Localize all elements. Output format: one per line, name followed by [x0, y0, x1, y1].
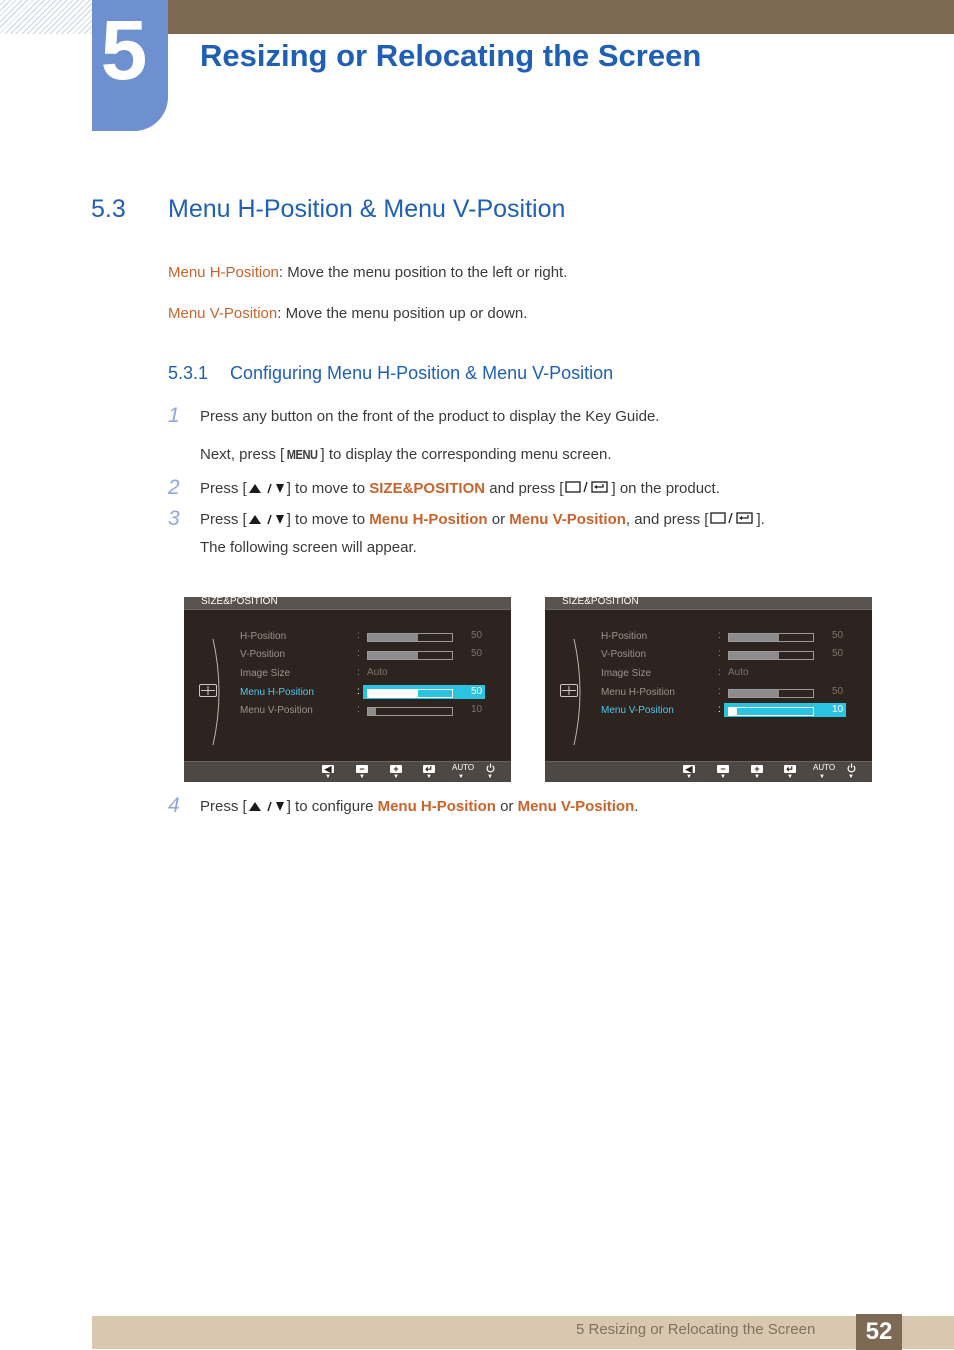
page-number: 52 — [856, 1314, 902, 1350]
step-number: 3 — [168, 507, 180, 530]
power-icon[interactable] — [847, 763, 856, 773]
osd-row-value: 50 — [471, 686, 483, 697]
osd-slider-fill — [729, 652, 779, 659]
subsection-number: 5.3.1 — [168, 363, 209, 383]
osd-row-selected[interactable] — [184, 687, 511, 701]
step-target: Menu H-Position — [377, 798, 496, 815]
down-pointer-icon: ▼ — [426, 774, 432, 780]
definition-text: : Move the menu position to the left or right. — [278, 264, 568, 281]
down-pointer-icon: ▼ — [487, 774, 493, 780]
down-pointer-icon: ▼ — [720, 774, 726, 780]
osd-row-label: V-Position — [601, 649, 647, 660]
footer-bar — [92, 1316, 954, 1349]
osd-row-colon: : — [357, 686, 360, 697]
osd-row-label: H-Position — [601, 631, 648, 642]
step-text: Press any button on the front of the product to display the Key Guide. — [200, 408, 660, 425]
osd-slider-fill — [729, 708, 737, 715]
down-pointer-icon: ▼ — [393, 774, 399, 780]
osd-row-slider[interactable] — [367, 633, 453, 642]
osd-header-title: SIZE&POSITION — [201, 597, 278, 607]
text-fragment: Press [ — [200, 511, 247, 528]
osd-row-label: Image Size — [240, 668, 291, 679]
subsection-title: Configuring Menu H-Position & Menu V-Position — [230, 363, 614, 383]
osd-row[interactable] — [184, 668, 511, 682]
minus-key-icon[interactable]: − — [356, 765, 368, 773]
menu-key-label: MENU — [286, 447, 318, 462]
left-key-icon[interactable]: ◀ — [322, 765, 334, 773]
down-pointer-icon: ▼ — [325, 774, 331, 780]
header-hatch — [0, 0, 92, 34]
enter-key-icon[interactable]: ↵ — [423, 765, 435, 773]
osd-row-value: 50 — [832, 648, 844, 659]
osd-row-slider[interactable] — [367, 707, 453, 716]
osd-row-label: V-Position — [240, 649, 286, 660]
osd-slider-fill — [368, 690, 418, 697]
step-target: Menu V-Position — [509, 511, 626, 528]
step-target: SIZE&POSITION — [369, 480, 486, 497]
down-pointer-icon: ▼ — [787, 774, 793, 780]
enter-key-icon[interactable]: ↵ — [784, 765, 796, 773]
down-pointer-icon: ▼ — [686, 774, 692, 780]
text-fragment: Press [ — [200, 798, 247, 815]
osd-row[interactable] — [545, 631, 872, 645]
source-enter-icon — [563, 480, 611, 498]
osd-header — [184, 597, 511, 610]
footer-chapter-text: 5 Resizing or Relocating the Screen — [576, 1321, 816, 1338]
text-fragment: or — [495, 798, 518, 815]
up-down-arrow-icon — [247, 481, 287, 498]
auto-key-label[interactable]: AUTO — [452, 763, 475, 772]
osd-row-slider[interactable] — [728, 707, 814, 716]
osd-row[interactable] — [545, 668, 872, 682]
osd-row[interactable] — [184, 705, 511, 719]
osd-row-label: Menu H-Position — [240, 687, 314, 698]
osd-row-value: 50 — [832, 686, 844, 697]
osd-row-colon: : — [718, 686, 721, 697]
text-fragment: ] to move to — [286, 480, 370, 497]
osd-row-value: 50 — [471, 630, 483, 641]
osd-slider-fill — [368, 652, 418, 659]
step-text — [200, 446, 611, 463]
step-text — [200, 798, 638, 816]
osd-row-colon: : — [357, 704, 360, 715]
text-fragment: , and press [ — [625, 511, 709, 528]
step-number: 4 — [168, 794, 180, 817]
osd-row-slider[interactable] — [728, 689, 814, 698]
definition-h — [168, 264, 567, 281]
text-fragment: Next, press [ — [200, 446, 285, 463]
text-fragment: ] to move to — [286, 511, 370, 528]
step-text: The following screen will appear. — [200, 539, 417, 556]
chapter-title: Resizing or Relocating the Screen — [200, 38, 702, 73]
osd-row-slider[interactable] — [367, 651, 453, 660]
osd-row[interactable] — [545, 649, 872, 663]
osd-screen-2 — [545, 597, 872, 782]
definition-term: Menu V-Position — [168, 305, 278, 322]
text-fragment: or — [487, 511, 510, 528]
osd-row-value: 50 — [832, 630, 844, 641]
text-fragment: and press [ — [485, 480, 564, 497]
step-text — [200, 480, 720, 498]
header-bar — [92, 0, 954, 34]
section-title: Menu H-Position & Menu V-Position — [168, 195, 566, 223]
text-fragment: ] to configure — [286, 798, 378, 815]
osd-row-value: Auto — [367, 667, 388, 678]
plus-key-icon[interactable]: + — [390, 765, 402, 773]
text-fragment: . — [634, 798, 639, 815]
osd-slider-fill — [729, 690, 779, 697]
osd-header — [545, 597, 872, 610]
step-number: 2 — [168, 476, 180, 499]
plus-key-icon[interactable]: + — [751, 765, 763, 773]
text-fragment: ]. — [756, 511, 765, 528]
osd-row-colon: : — [718, 630, 721, 641]
osd-row[interactable] — [184, 631, 511, 645]
left-key-icon[interactable]: ◀ — [683, 765, 695, 773]
auto-key-label[interactable]: AUTO — [813, 763, 836, 772]
osd-slider-fill — [368, 634, 418, 641]
text-fragment: ] to display the corresponding menu screen. — [320, 446, 612, 463]
step-number: 1 — [168, 404, 180, 427]
osd-row-value: 10 — [471, 704, 483, 715]
minus-key-icon[interactable]: − — [717, 765, 729, 773]
section-number: 5.3 — [91, 195, 126, 223]
osd-row-label: Menu V-Position — [601, 705, 674, 716]
down-pointer-icon: ▼ — [848, 774, 854, 780]
up-down-arrow-icon — [247, 512, 287, 529]
source-enter-icon — [708, 511, 756, 529]
chapter-tab — [92, 0, 168, 131]
power-icon[interactable] — [486, 763, 495, 773]
osd-slider-fill — [729, 634, 779, 641]
osd-row-value: 50 — [471, 648, 483, 659]
osd-row[interactable] — [184, 649, 511, 663]
osd-key-guide — [184, 761, 511, 782]
down-pointer-icon: ▼ — [359, 774, 365, 780]
osd-row-colon: : — [718, 704, 721, 715]
text-fragment: Press [ — [200, 480, 247, 497]
osd-row-label: Menu V-Position — [240, 705, 313, 716]
osd-row-colon: : — [357, 630, 360, 641]
step-text — [200, 511, 765, 529]
osd-row-value: 10 — [832, 704, 844, 715]
osd-row-slider[interactable] — [728, 651, 814, 660]
up-down-arrow-icon — [247, 799, 287, 816]
osd-row-colon: : — [357, 648, 360, 659]
osd-row-selected[interactable] — [545, 705, 872, 719]
definition-text: : Move the menu position up or down. — [277, 305, 528, 322]
definition-term: Menu H-Position — [168, 264, 279, 281]
osd-row-label: H-Position — [240, 631, 287, 642]
osd-row-slider[interactable] — [367, 689, 453, 698]
osd-row-label: Menu H-Position — [601, 687, 675, 698]
osd-slider-fill — [368, 708, 376, 715]
osd-row-colon: : — [357, 667, 360, 678]
down-pointer-icon: ▼ — [819, 774, 825, 780]
osd-row-colon: : — [718, 648, 721, 659]
definition-v — [168, 305, 527, 322]
chapter-number: 5 — [100, 3, 148, 97]
down-pointer-icon: ▼ — [754, 774, 760, 780]
osd-row-label: Image Size — [601, 668, 652, 679]
osd-screen-1 — [184, 597, 511, 782]
step-target: Menu H-Position — [369, 511, 488, 528]
down-pointer-icon: ▼ — [458, 774, 464, 780]
osd-row-value: Auto — [728, 667, 749, 678]
osd-header-title: SIZE&POSITION — [562, 597, 639, 607]
step-target: Menu V-Position — [517, 798, 635, 815]
osd-key-guide — [545, 761, 872, 782]
osd-row-slider[interactable] — [728, 633, 814, 642]
osd-row[interactable] — [545, 687, 872, 701]
text-fragment: ] on the product. — [611, 480, 720, 497]
osd-row-colon: : — [718, 667, 721, 678]
